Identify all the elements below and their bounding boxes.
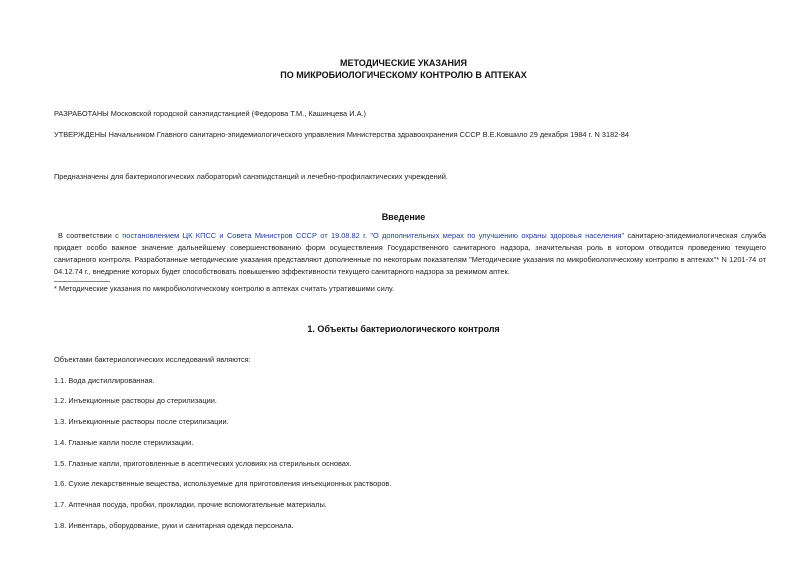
list-item: 1.4. Глазные капли после стерилизации.	[54, 438, 194, 447]
list-item: 1.5. Глазные капли, приготовленные в асептических условиях на стерильных основах.	[54, 459, 352, 468]
list-item: 1.1. Вода дистиллированная.	[54, 376, 155, 385]
approved-by-line: УТВЕРЖДЕНЫ Начальником Главного санитарно-эпидемиологического управления Министерства здравоохранения СССР В.Е.Ковшило 29 декабря 1984 г. N 3182-84	[54, 130, 630, 139]
intro-text-after: санитарно-эпидемиологическая служба придает особо важное значение дальнейшему совершенствованию форм осуществления Государственного санитарного надзора, значительная роль в котором отводится проведению текущего санитарного контроля. Разработанные методические указания представляют дополненные по некоторым показателям "Методические указания по микробиологическому контролю в аптеках"* N 1201-74 от 04.12.74 г., внедрение которых будет способствовать повышению эффективности текущего санитарного надзора за режимом аптек.	[54, 231, 766, 276]
document-title-line-1: МЕТОДИЧЕСКИЕ УКАЗАНИЯ	[340, 58, 467, 68]
intro-text-before: В соответствии с	[58, 231, 123, 240]
list-item: 1.6. Сухие лекарственные вещества, используемые для приготовления инъекционных растворов.	[54, 479, 392, 488]
resolution-link[interactable]: постановлением ЦК КПСС и Совета Министров СССР от 19.08.82 г. "О дополнительных мерах по улучшению охраны здоровья населения"	[122, 231, 625, 240]
intro-paragraph	[54, 230, 766, 278]
section-1-lead: Объектами бактериологических исследований являются:	[54, 355, 251, 364]
purpose-line: Предназначены для бактериологических лабораторий санэпидстанций и лечебно-профилактических учреждений.	[54, 172, 448, 181]
section-1-heading: 1. Объекты бактериологического контроля	[307, 324, 500, 334]
document-title-line-2: ПО МИКРОБИОЛОГИЧЕСКОМУ КОНТРОЛЮ В АПТЕКАХ	[280, 70, 527, 80]
list-item: 1.8. Инвентарь, оборудование, руки и санитарная одежда персонала.	[54, 521, 294, 530]
list-item: 1.3. Инъекционные растворы после стерилизации.	[54, 417, 229, 426]
list-item: 1.2. Инъекционные растворы до стерилизации.	[54, 396, 217, 405]
footnote-divider	[54, 281, 110, 282]
developed-by-line: РАЗРАБОТАНЫ Московской городской санэпидстанцией (Федорова Т.М., Кашинцева И.А.)	[54, 109, 367, 118]
list-item: 1.7. Аптечная посуда, пробки, прокладки, прочие вспомогательные материалы.	[54, 500, 327, 509]
intro-heading: Введение	[381, 212, 426, 222]
footnote-text: * Методические указания по микробиологическому контролю в аптеках считать утратившими силу.	[54, 284, 395, 293]
